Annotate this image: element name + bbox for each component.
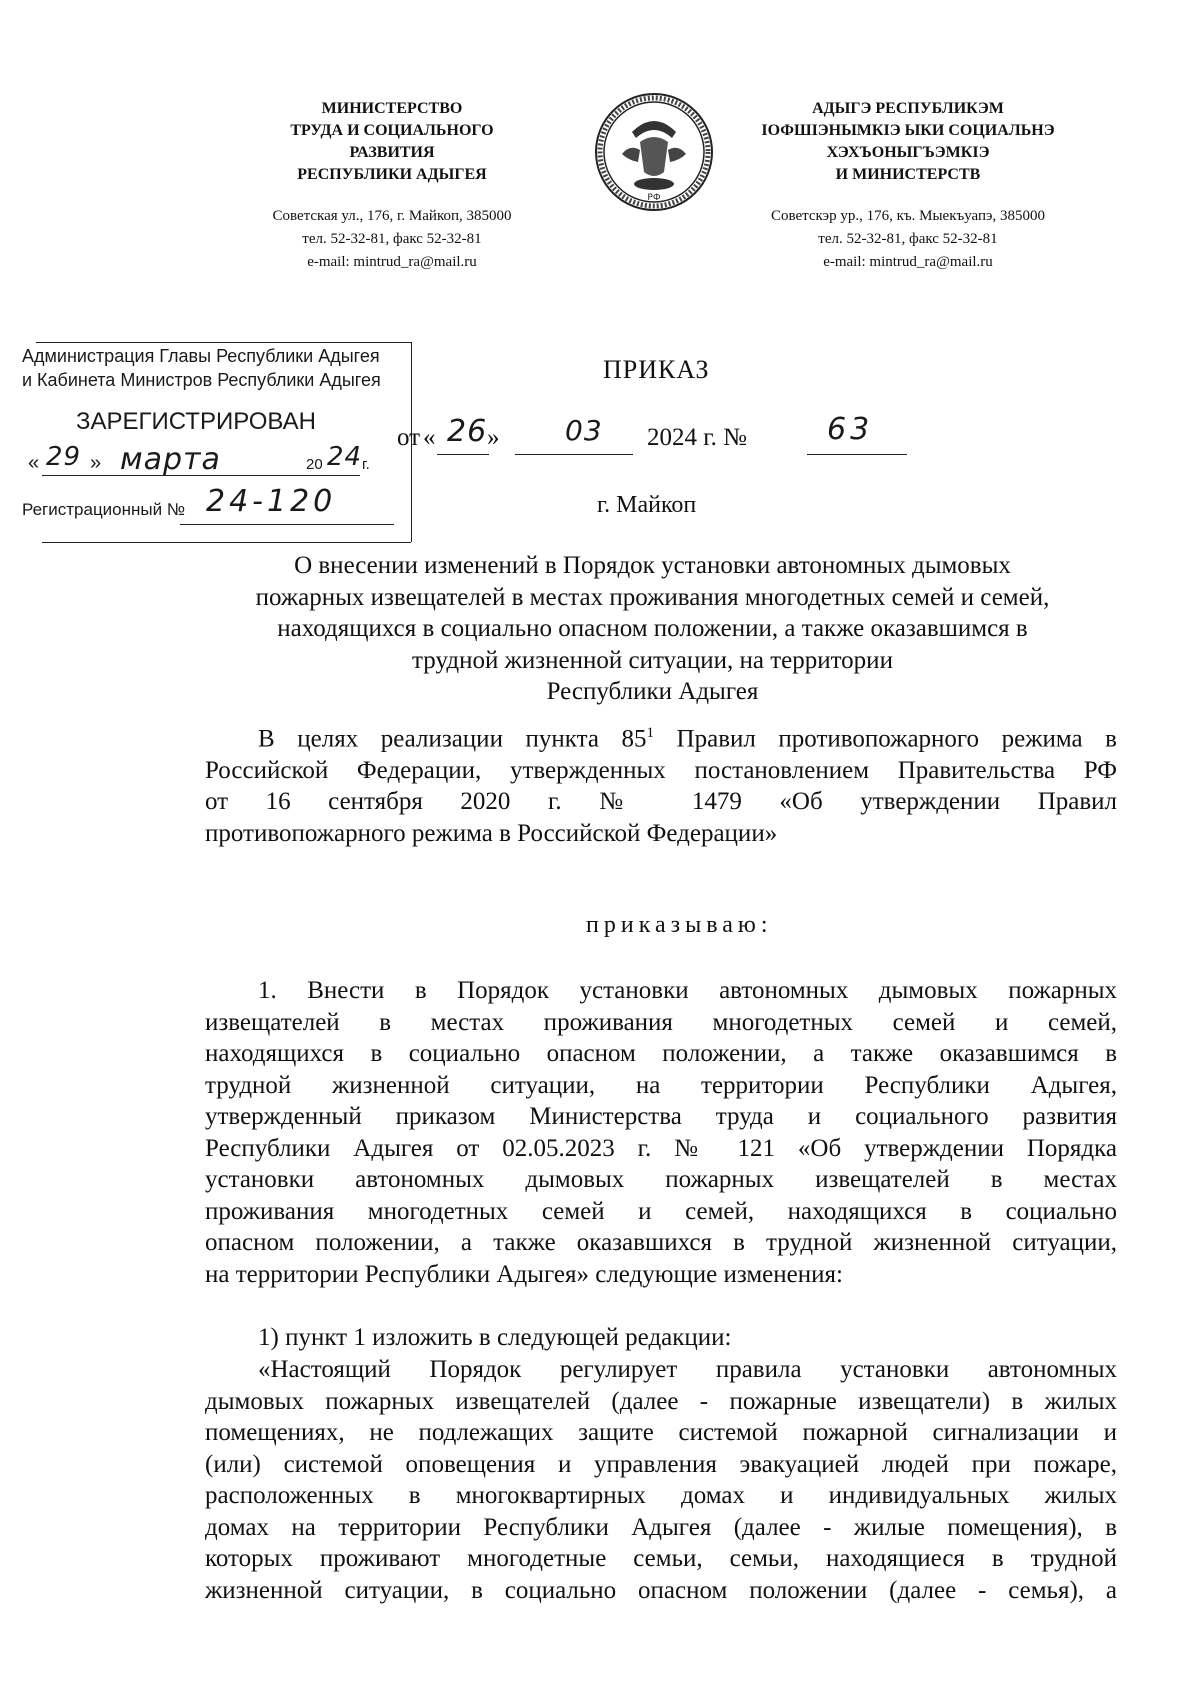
order-date-number-line: [397, 412, 917, 460]
quote-line: жизненной ситуации, в социально опасном положении (далее - семья), а: [205, 1576, 1117, 1604]
stamp-reg-row: [22, 484, 407, 528]
ministry-header-right: [708, 98, 1108, 274]
svg-text:РФ: РФ: [647, 193, 661, 203]
preamble-line: противопожарного режима в Российской Федерации»: [205, 819, 778, 847]
stamp-reg-label: Регистрационный №: [22, 500, 186, 519]
item-1-line: проживания многодетных семей и семей, находящихся в социально: [205, 1197, 1117, 1225]
preamble-first-line: [205, 718, 1117, 755]
email-line: e-mail: mintrud_ra@mail.ru: [823, 254, 993, 270]
quote-line: домах на территории Республики Адыгея (далее - жилые помещения), в: [205, 1513, 1117, 1541]
subject-line: находящихся в социально опасном положении, а также оказавшимся в: [277, 615, 1028, 642]
stamp-reg-underline: [180, 524, 394, 525]
stamp-month-handwritten: марта: [120, 442, 221, 477]
phone-line: тел. 52-32-81, факс 52-32-81: [302, 231, 482, 247]
quote-line: (или) системой оповещения и управления эвакуацией людей при пожаре,: [205, 1450, 1117, 1478]
subject-line: трудной жизненной ситуации, на территории: [412, 646, 893, 674]
address-line: Советскэр ур., 176, къ. Мыекъуапэ, 385000: [771, 208, 1045, 224]
subject-line: Республики Адыгея: [546, 678, 759, 705]
ministry-name-line: РЕСПУБЛИКИ АДЫГЕЯ: [297, 166, 487, 183]
preamble-text: Правил противопожарного режима в: [653, 725, 1117, 753]
ministry-name-line: ХЭХЪОНЫГЪЭМКIЭ: [826, 144, 990, 161]
item-1-line: утвержденный приказом Министерства труда и социального развития: [205, 1103, 1117, 1130]
order-year-number-label: 2024 г. №: [647, 424, 748, 451]
item-1-paragraph: [205, 975, 1117, 1290]
preamble-superscript: 1: [646, 725, 654, 741]
item-1-line: извещателей в местах проживания многодетных семей и семей,: [205, 1008, 1117, 1036]
sub-item-1: 1) пункт 1 изложить в следующей редакции:: [258, 1324, 732, 1351]
ministry-name-line: РАЗВИТИЯ: [349, 144, 435, 161]
ministry-name-line: ТРУДА И СОЦИАЛЬНОГО: [290, 122, 494, 139]
stamp-year-unit: г.: [362, 456, 370, 473]
stamp-authority-line: Администрация Главы Республики Адыгея: [22, 346, 380, 366]
stamp-date-row: [22, 442, 407, 482]
ministry-address-ru: [212, 205, 572, 274]
order-subject: [205, 550, 1100, 708]
ministry-name-ru: [212, 98, 572, 186]
preamble-text: В целях реализации пункта 85: [258, 725, 647, 753]
item-1-line: на территории Республики Адыгея» следующие изменения:: [205, 1260, 843, 1288]
quote-line: помещениях, не подлежащих защите системой пожарной сигнализации и: [205, 1419, 1117, 1446]
ministry-name-line: И МИНИСТЕРСТВ: [835, 166, 981, 183]
subject-line: пожарных извещателей в местах проживания многодетных семей и семей,: [255, 583, 1050, 611]
order-open-quote: «: [423, 424, 436, 451]
adygea-coat-of-arms-emblem-icon: [592, 92, 716, 212]
item-1-line: установки автономных дымовых пожарных извещателей в местах: [205, 1166, 1117, 1193]
preamble-paragraph: [205, 718, 1117, 849]
stamp-year-prefix: 20: [306, 456, 323, 473]
ministry-name-line: АДЫГЭ РЕСПУБЛИКЭМ: [812, 100, 1004, 117]
ministry-address-adyghe: [708, 205, 1108, 274]
item-1-line: опасном положении, а также оказавшихся в трудной жизненной ситуации,: [205, 1229, 1117, 1256]
order-month-handwritten: 03: [565, 414, 603, 447]
stamp-date-close-quote: »: [90, 452, 102, 474]
item-1-line: находящихся в социально опасном положении, а также оказавшимся в: [205, 1040, 1117, 1067]
item-1-line: Республики Адыгея от 02.05.2023 г. № 121 «Об утверждении Порядка: [205, 1134, 1117, 1162]
order-number-handwritten: 63: [827, 412, 874, 447]
email-line: e-mail: mintrud_ra@mail.ru: [307, 254, 477, 270]
stamp-reg-number-handwritten: 24-120: [206, 484, 337, 519]
quoted-paragraph: [205, 1354, 1117, 1606]
stamp-day-handwritten: 29: [46, 442, 82, 472]
stamp-authority-line: и Кабинета Министров Республики Адыгея: [22, 370, 381, 390]
order-number-underline: [807, 454, 907, 455]
item-1-line: трудной жизненной ситуации, на территории Республики Адыгея,: [205, 1071, 1117, 1099]
stamp-border: [42, 542, 411, 543]
address-line: Советская ул., 176, г. Майкоп, 385000: [272, 208, 512, 224]
ministry-name-line: IОФШIЭНЫМКIЭ ЫКИ СОЦИАЛЬНЭ: [761, 122, 1055, 139]
phone-line: тел. 52-32-81, факс 52-32-81: [818, 231, 998, 247]
quote-line: «Настоящий Порядок регулирует правила установки автономных: [258, 1356, 1117, 1383]
item-1-line: 1. Внести в Порядок установки автономных дымовых пожарных: [258, 977, 1117, 1004]
preamble-line: Российской Федерации, утвержденных постановлением Правительства РФ: [205, 756, 1117, 784]
stamp-date-underline: [42, 475, 360, 476]
order-month-underline: [515, 454, 633, 455]
order-day-handwritten: 26: [447, 414, 488, 449]
order-close-quote: »: [487, 424, 500, 451]
order-from-label: от: [397, 424, 421, 451]
registration-stamp: [22, 342, 407, 547]
subject-line: О внесении изменений в Порядок установки автономных дымовых: [294, 552, 1011, 579]
ministry-header-left: [212, 98, 572, 274]
stamp-date-open-quote: «: [28, 452, 40, 474]
stamp-registered-label: ЗАРЕГИСТРИРОВАН: [76, 408, 316, 435]
preamble-line: от 16 сентября 2020 г. № 1479 «Об утверждении Правил: [205, 788, 1117, 816]
document-title: ПРИКАЗ: [603, 355, 710, 384]
stamp-border: [36, 342, 411, 343]
quote-line: расположенных в многоквартирных домах и индивидуальных жилых: [205, 1482, 1117, 1509]
stamp-year-handwritten: 24: [327, 442, 363, 472]
order-directive-word: приказываю:: [586, 912, 773, 938]
order-city: г. Майкоп: [597, 492, 697, 518]
ministry-name-line: МИНИСТЕРСТВО: [321, 100, 463, 117]
order-day-underline: [437, 454, 489, 455]
ministry-name-adyghe: [708, 98, 1108, 186]
quote-line: которых проживают многодетные семьи, семьи, находящиеся в трудной: [205, 1545, 1117, 1572]
quote-line: дымовых пожарных извещателей (далее - пожарные извещатели) в жилых: [205, 1387, 1117, 1415]
